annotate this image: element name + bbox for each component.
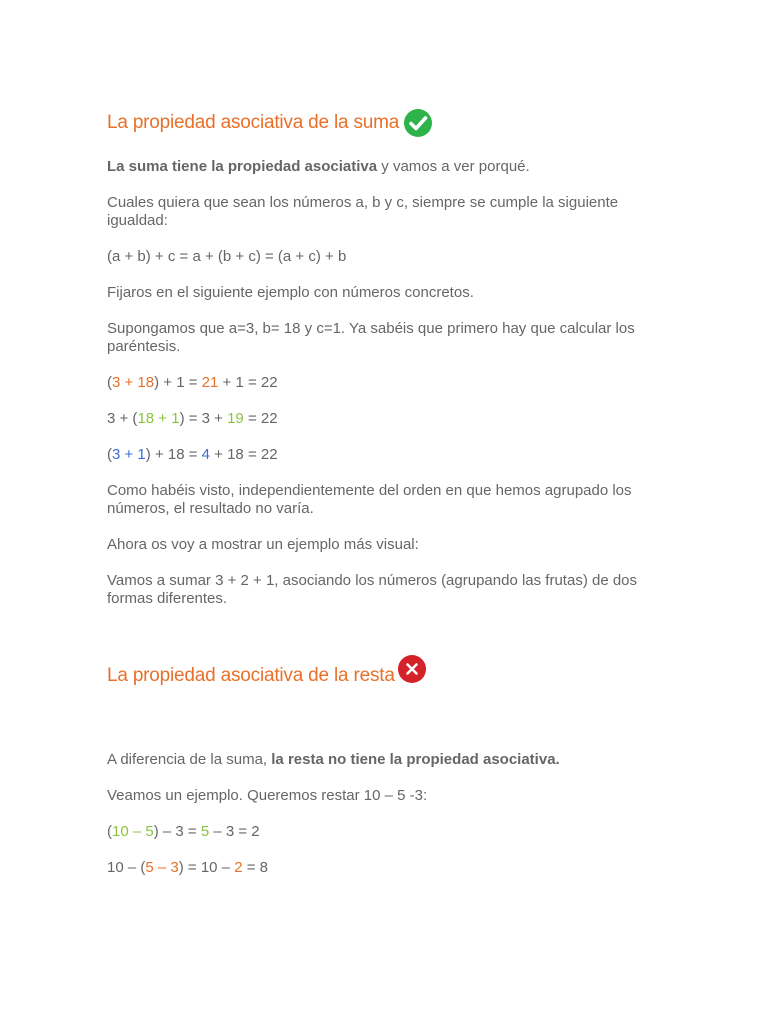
paragraph-suma-4: Como habéis visto, independientemente del orden en que hemos agrupado los números, el resultado no varía. [107, 482, 632, 517]
equation-resta-2 [107, 859, 667, 877]
eq-group-green: 18 + 1 [137, 410, 180, 427]
intro-suma-rest: y vamos a ver porqué. [377, 158, 530, 175]
equation-suma-3 [107, 446, 667, 464]
intro-suma-bold: La suma tiene la propiedad asociativa [107, 158, 378, 175]
intro-suma [107, 158, 667, 176]
eq-group-blue: 3 + 1 [112, 446, 146, 463]
eq-group-orange: 3 + 18 [112, 374, 155, 391]
heading-suma [107, 108, 433, 138]
eq-part: ) + 18 = [145, 446, 202, 463]
check-circle-icon [403, 108, 433, 138]
heading-resta-text: La propiedad asociativa de la resta [107, 665, 395, 686]
eq-part: 10 – ( [107, 859, 146, 876]
paragraph-suma-2: Fijaros en el siguiente ejemplo con números concretos. [107, 284, 474, 301]
eq-part: 3 + ( [107, 410, 138, 427]
eq-result-orange: 2 [234, 859, 243, 876]
paragraph-suma-6: Vamos a sumar 3 + 2 + 1, asociando los números (agrupando las frutas) de dos formas diferentes. [107, 572, 638, 607]
intro-resta-rest: A diferencia de la suma, [107, 751, 272, 768]
eq-part: = 8 [242, 859, 268, 876]
eq-part: ( [107, 823, 112, 840]
eq-part: ) = 3 + [179, 410, 228, 427]
eq-part: + 1 = 22 [218, 374, 278, 391]
paragraph-suma-5: Ahora os voy a mostrar un ejemplo más visual: [107, 536, 419, 553]
eq-result-green: 19 [227, 410, 244, 427]
heading-suma-text: La propiedad asociativa de la suma [107, 112, 400, 133]
equation-suma-2 [107, 410, 667, 428]
eq-part: = 22 [243, 410, 278, 427]
eq-result-orange: 21 [201, 374, 219, 391]
equation-suma-1 [107, 374, 667, 392]
paragraph-suma-1: Cuales quiera que sean los números a, b y c, siempre se cumple la siguiente igualdad: [107, 194, 619, 229]
eq-part: ( [107, 446, 112, 463]
x-circle-icon [397, 654, 427, 684]
formula-suma: (a + b) + c = a + (b + c) = (a + c) + b [107, 248, 347, 265]
eq-group-orange: 5 – 3 [145, 859, 179, 876]
eq-result-green: 5 [200, 823, 210, 840]
heading-resta [107, 664, 427, 688]
eq-part: ) + 1 = [154, 374, 202, 391]
eq-part: ) = 10 – [178, 859, 235, 876]
intro-resta [107, 751, 667, 769]
eq-part: + 18 = 22 [210, 446, 278, 463]
paragraph-resta-1: Veamos un ejemplo. Queremos restar 10 – 5 -3: [107, 787, 428, 804]
paragraph-suma-3: Supongamos que a=3, b= 18 y c=1. Ya sabéis que primero hay que calcular los paréntesis. [107, 320, 635, 355]
eq-group-green: 10 – 5 [112, 823, 154, 840]
eq-part: ) – 3 = [153, 823, 201, 840]
eq-result-blue: 4 [201, 446, 210, 463]
eq-part: ( [107, 374, 112, 391]
eq-part: – 3 = 2 [209, 823, 260, 840]
equation-resta-1 [107, 823, 667, 841]
intro-resta-bold: la resta no tiene la propiedad asociativa. [271, 751, 560, 768]
